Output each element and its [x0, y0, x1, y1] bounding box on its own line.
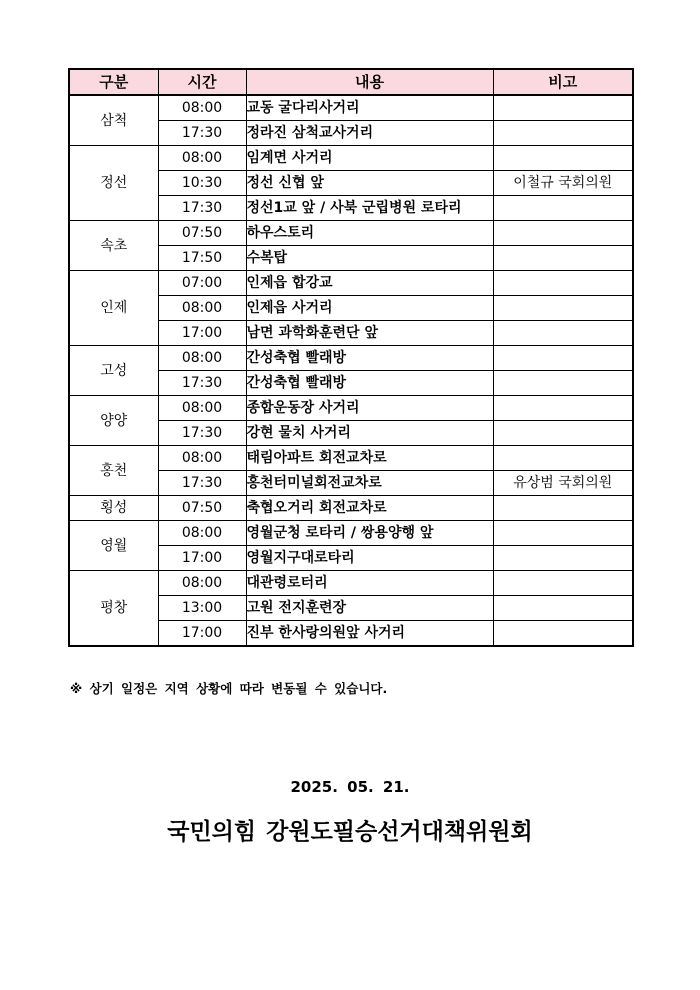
place-cell: 종합운동장 사거리 — [246, 396, 493, 421]
note-cell — [493, 396, 633, 421]
place-cell: 남면 과학화훈련단 앞 — [246, 321, 493, 346]
time-cell: 17:30 — [158, 421, 246, 446]
table-row — [69, 146, 633, 171]
place-cell: 고원 전지훈련장 — [246, 596, 493, 621]
note-cell — [493, 246, 633, 271]
schedule-table — [68, 68, 634, 647]
note-cell — [493, 346, 633, 371]
time-cell: 17:30 — [158, 196, 246, 221]
time-cell: 17:00 — [158, 621, 246, 647]
note-cell — [493, 571, 633, 596]
note-cell — [493, 95, 633, 121]
place-cell: 교동 굴다리사거리 — [246, 95, 493, 121]
note-cell: 이철규 국회의원 — [493, 171, 633, 196]
table-row — [69, 521, 633, 546]
note-cell — [493, 146, 633, 171]
note-cell — [493, 446, 633, 471]
table-row — [69, 221, 633, 246]
place-cell: 하우스토리 — [246, 221, 493, 246]
time-cell: 10:30 — [158, 171, 246, 196]
time-cell: 13:00 — [158, 596, 246, 621]
note-cell: 유상범 국회의원 — [493, 471, 633, 496]
place-cell: 정라진 삼척교사거리 — [246, 121, 493, 146]
place-cell: 태림아파트 회전교차로 — [246, 446, 493, 471]
table-row — [69, 346, 633, 371]
place-cell: 간성축협 빨래방 — [246, 371, 493, 396]
time-cell: 08:00 — [158, 521, 246, 546]
time-cell: 08:00 — [158, 296, 246, 321]
place-cell: 홍천터미널회전교차로 — [246, 471, 493, 496]
region-cell: 횡성 — [69, 496, 158, 521]
place-cell: 영월군청 로타리 / 쌍용양행 앞 — [246, 521, 493, 546]
note-cell — [493, 596, 633, 621]
note-cell — [493, 371, 633, 396]
time-cell: 07:50 — [158, 221, 246, 246]
place-cell: 진부 한사랑의원앞 사거리 — [246, 621, 493, 647]
header-region: 구분 — [69, 69, 158, 95]
table-header-row — [69, 69, 633, 95]
time-cell: 17:50 — [158, 246, 246, 271]
table-row — [69, 571, 633, 596]
time-cell: 08:00 — [158, 571, 246, 596]
region-cell: 평창 — [69, 571, 158, 647]
region-cell: 홍천 — [69, 446, 158, 496]
place-cell: 강현 물치 사거리 — [246, 421, 493, 446]
note-cell — [493, 421, 633, 446]
place-cell: 수복탑 — [246, 246, 493, 271]
time-cell: 17:00 — [158, 321, 246, 346]
place-cell: 인제읍 합강교 — [246, 271, 493, 296]
region-cell: 속초 — [69, 221, 158, 271]
place-cell: 영월지구대로타리 — [246, 546, 493, 571]
note-cell — [493, 221, 633, 246]
place-cell: 임계면 사거리 — [246, 146, 493, 171]
note-cell — [493, 496, 633, 521]
region-cell: 고성 — [69, 346, 158, 396]
table-row — [69, 396, 633, 421]
note-cell — [493, 121, 633, 146]
note-cell — [493, 196, 633, 221]
time-cell: 08:00 — [158, 346, 246, 371]
time-cell: 08:00 — [158, 95, 246, 121]
header-note: 비고 — [493, 69, 633, 95]
time-cell: 08:00 — [158, 146, 246, 171]
time-cell: 17:00 — [158, 546, 246, 571]
table-row — [69, 271, 633, 296]
place-cell: 축협오거리 회전교차로 — [246, 496, 493, 521]
place-cell: 간성축협 빨래방 — [246, 346, 493, 371]
table-row — [69, 496, 633, 521]
region-cell: 양양 — [69, 396, 158, 446]
time-cell: 07:00 — [158, 271, 246, 296]
note-cell — [493, 621, 633, 647]
document-date: 2025. 05. 21. — [290, 778, 410, 796]
place-cell: 대관령로터리 — [246, 571, 493, 596]
time-cell: 17:30 — [158, 471, 246, 496]
place-cell: 정선1교 앞 / 사북 군립병원 로타리 — [246, 196, 493, 221]
note-cell — [493, 271, 633, 296]
region-cell: 인제 — [69, 271, 158, 346]
time-cell: 17:30 — [158, 121, 246, 146]
header-time: 시간 — [158, 69, 246, 95]
place-cell: 인제읍 사거리 — [246, 296, 493, 321]
time-cell: 07:50 — [158, 496, 246, 521]
note-cell — [493, 521, 633, 546]
region-cell: 영월 — [69, 521, 158, 571]
place-cell: 정선 신협 앞 — [246, 171, 493, 196]
note-cell — [493, 546, 633, 571]
header-content: 내용 — [246, 69, 493, 95]
note-cell — [493, 296, 633, 321]
region-cell: 정선 — [69, 146, 158, 221]
organization-name: 국민의힘 강원도필승선거대책위원회 — [167, 819, 533, 845]
time-cell: 08:00 — [158, 446, 246, 471]
schedule-body — [69, 95, 633, 646]
time-cell: 17:30 — [158, 371, 246, 396]
note-cell — [493, 321, 633, 346]
region-cell: 삼척 — [69, 95, 158, 146]
table-row — [69, 95, 633, 121]
table-row — [69, 446, 633, 471]
time-cell: 08:00 — [158, 396, 246, 421]
footnote: ※ 상기 일정은 지역 상황에 따라 변동될 수 있습니다. — [70, 681, 388, 696]
